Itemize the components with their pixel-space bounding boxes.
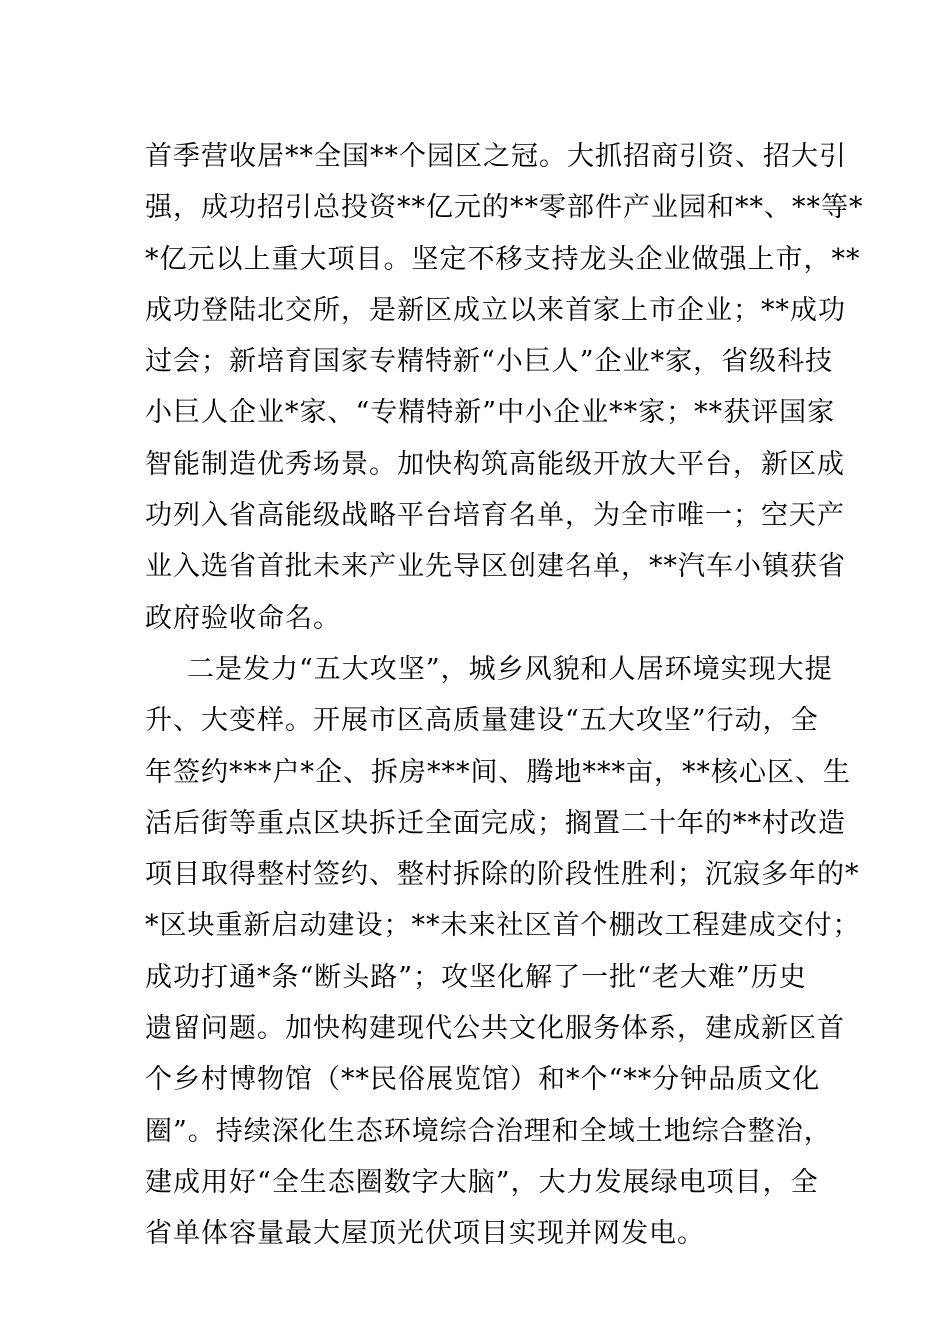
text-line: 成功打通*条“断头路”；攻坚化解了一批“老大难”历史 xyxy=(145,961,807,993)
text-line: 首季营收居**全国**个园区之冠。大抓招商引资、招大引 xyxy=(145,141,847,172)
text-line: 二是发力“五大攻坚”，城乡风貌和人居环境实现大提 xyxy=(187,653,833,685)
text-line: 个乡村博物馆（**民俗展览馆）和*个“**分钟品质文化 xyxy=(145,1064,821,1096)
text-line: 成功登陆北交所，是新区成立以来首家上市企业；**成功 xyxy=(145,294,846,326)
paragraph-1 xyxy=(145,131,864,644)
text-line: 活后街等重点区块拆迁全面完成；搁置二十年的**村改造 xyxy=(145,807,846,839)
text-line: 强，成功招引总投资**亿元的**零部件产业园和**、**等* xyxy=(145,192,864,224)
text-line: 过会；新培育国家专精特新“小巨人”企业*家，省级科技 xyxy=(145,346,834,378)
text-line: 省单体容量最大屋顶光伏项目实现并网发电。 xyxy=(145,1218,705,1250)
text-line: 业入选省首批未来产业先导区创建名单，**汽车小镇获省 xyxy=(145,551,846,583)
text-line: 遗留问题。加快构建现代公共文化服务体系，建成新区首 xyxy=(145,1013,845,1045)
document-body xyxy=(145,131,864,1260)
text-line: 智能制造优秀场景。加快构筑高能级开放大平台，新区成 xyxy=(145,448,845,480)
text-line: 圈”。持续深化生态环境综合治理和全域土地综合整治， xyxy=(145,1115,832,1147)
text-line: 升、大变样。开展市区高质量建设“五大攻坚”行动，全 xyxy=(145,705,819,737)
text-line: *区块重新启动建设；**未来社区首个棚改工程建成交付； xyxy=(145,910,861,942)
text-line: 功列入省高能级战略平台培育名单，为全市唯一；空天产 xyxy=(145,500,845,532)
text-line: 年签约***户*企、拆房***间、腾地***亩，**核心区、生 xyxy=(145,756,851,788)
paragraph-2 xyxy=(145,644,861,1260)
text-line: 小巨人企业*家、“专精特新”中小企业**家；**获评国家 xyxy=(145,397,836,429)
text-line: 建成用好“全生态圈数字大脑”，大力发展绿电项目，全 xyxy=(145,1166,819,1198)
text-line: *亿元以上重大项目。坚定不移支持龙头企业做强上市，** xyxy=(145,243,861,275)
text-line: 项目取得整村签约、整村拆除的阶段性胜利；沉寂多年的* xyxy=(145,859,860,891)
text-line: 政府验收命名。 xyxy=(145,602,341,634)
